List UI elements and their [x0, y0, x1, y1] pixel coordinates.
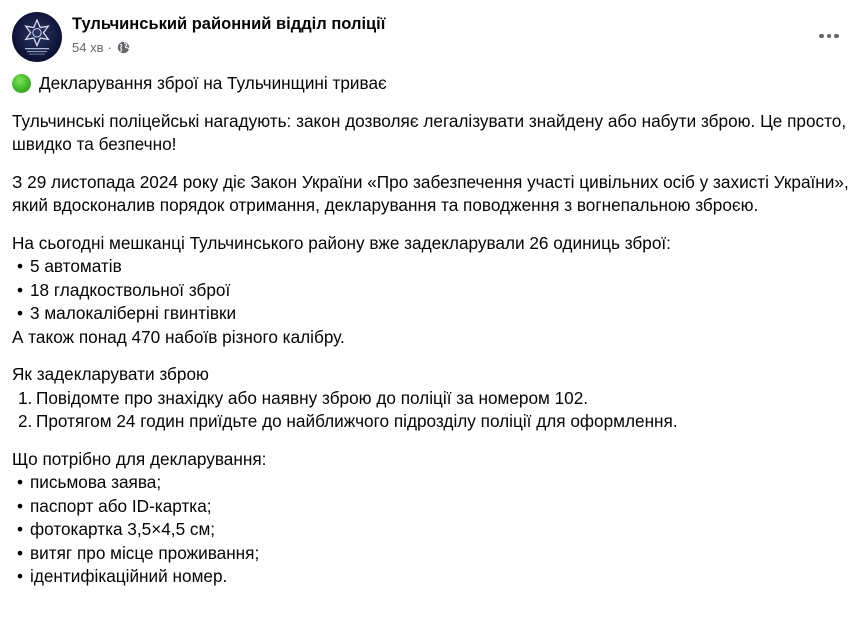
- post-headline: Декларування зброї на Тульчинщині триває: [39, 73, 387, 93]
- post-intro: Тульчинські поліцейські нагадують: закон дозволяє легалізувати знайдену або набути зброю. Це просто, швидко та безпечно!: [12, 110, 847, 154]
- police-badge-icon: [12, 12, 62, 62]
- docs-item: • письмова заява;: [12, 471, 851, 495]
- stats-item: • 3 малокаліберні гвинтівки: [12, 302, 851, 326]
- docs-item: • ідентифікаційний номер.: [12, 565, 851, 589]
- step-text: Повідомте про знахідку або наявну зброю до поліції за номером 102.: [36, 387, 589, 408]
- post-meta: [72, 40, 130, 55]
- docs-title: Що потрібно для декларування:: [12, 448, 267, 469]
- stats-intro: На сьогодні мешканці Тульчинського району вже задекларували 26 одиниць зброї:: [12, 232, 671, 253]
- meta-separator: ·: [107, 40, 112, 55]
- how-to-title: Як задекларувати зброю: [12, 364, 209, 384]
- docs-item: • витяг про місце проживання;: [12, 542, 851, 566]
- stats-item: • 18 гладкоствольної зброї: [12, 279, 851, 303]
- more-horizontal-icon-dot: [827, 34, 832, 39]
- post-law-paragraph: З 29 листопада 2024 року діє Закон України «Про забезпечення участі цивільних осіб у захисті України», який вдосконалив порядок отримання, декларування та поводження з вогнепальною зброєю.: [12, 171, 849, 215]
- more-options-button[interactable]: [813, 20, 845, 52]
- step-text: Протягом 24 годин приїдьте до найближчого підрозділу поліції для оформлення.: [36, 411, 678, 431]
- globe-icon[interactable]: [117, 41, 130, 54]
- ammo-text: А також понад 470 набоїв різного калібру.: [12, 326, 345, 347]
- stats-list: [12, 255, 851, 326]
- docs-list: [12, 471, 851, 589]
- step-item: [12, 387, 851, 411]
- stats-item: • 5 автоматів: [12, 255, 851, 279]
- post-headline-line: [12, 72, 851, 96]
- step-number: 2.: [18, 411, 33, 431]
- post-timestamp[interactable]: 54 хв: [72, 40, 104, 55]
- docs-item: • фотокартка 3,5×4,5 см;: [12, 518, 851, 542]
- docs-item: • паспорт або ID-картка;: [12, 495, 851, 519]
- step-number: 1.: [18, 387, 33, 408]
- more-horizontal-icon-dot: [819, 34, 824, 39]
- page-name-link[interactable]: Тульчинський районний відділ поліції: [72, 15, 386, 33]
- post-body: [12, 72, 851, 589]
- green-circle-icon: [12, 74, 31, 93]
- more-horizontal-icon-dot: [834, 34, 839, 39]
- steps-list: [12, 387, 851, 434]
- page-avatar[interactable]: [12, 12, 62, 62]
- post-header: [12, 12, 851, 64]
- step-item: [12, 410, 851, 434]
